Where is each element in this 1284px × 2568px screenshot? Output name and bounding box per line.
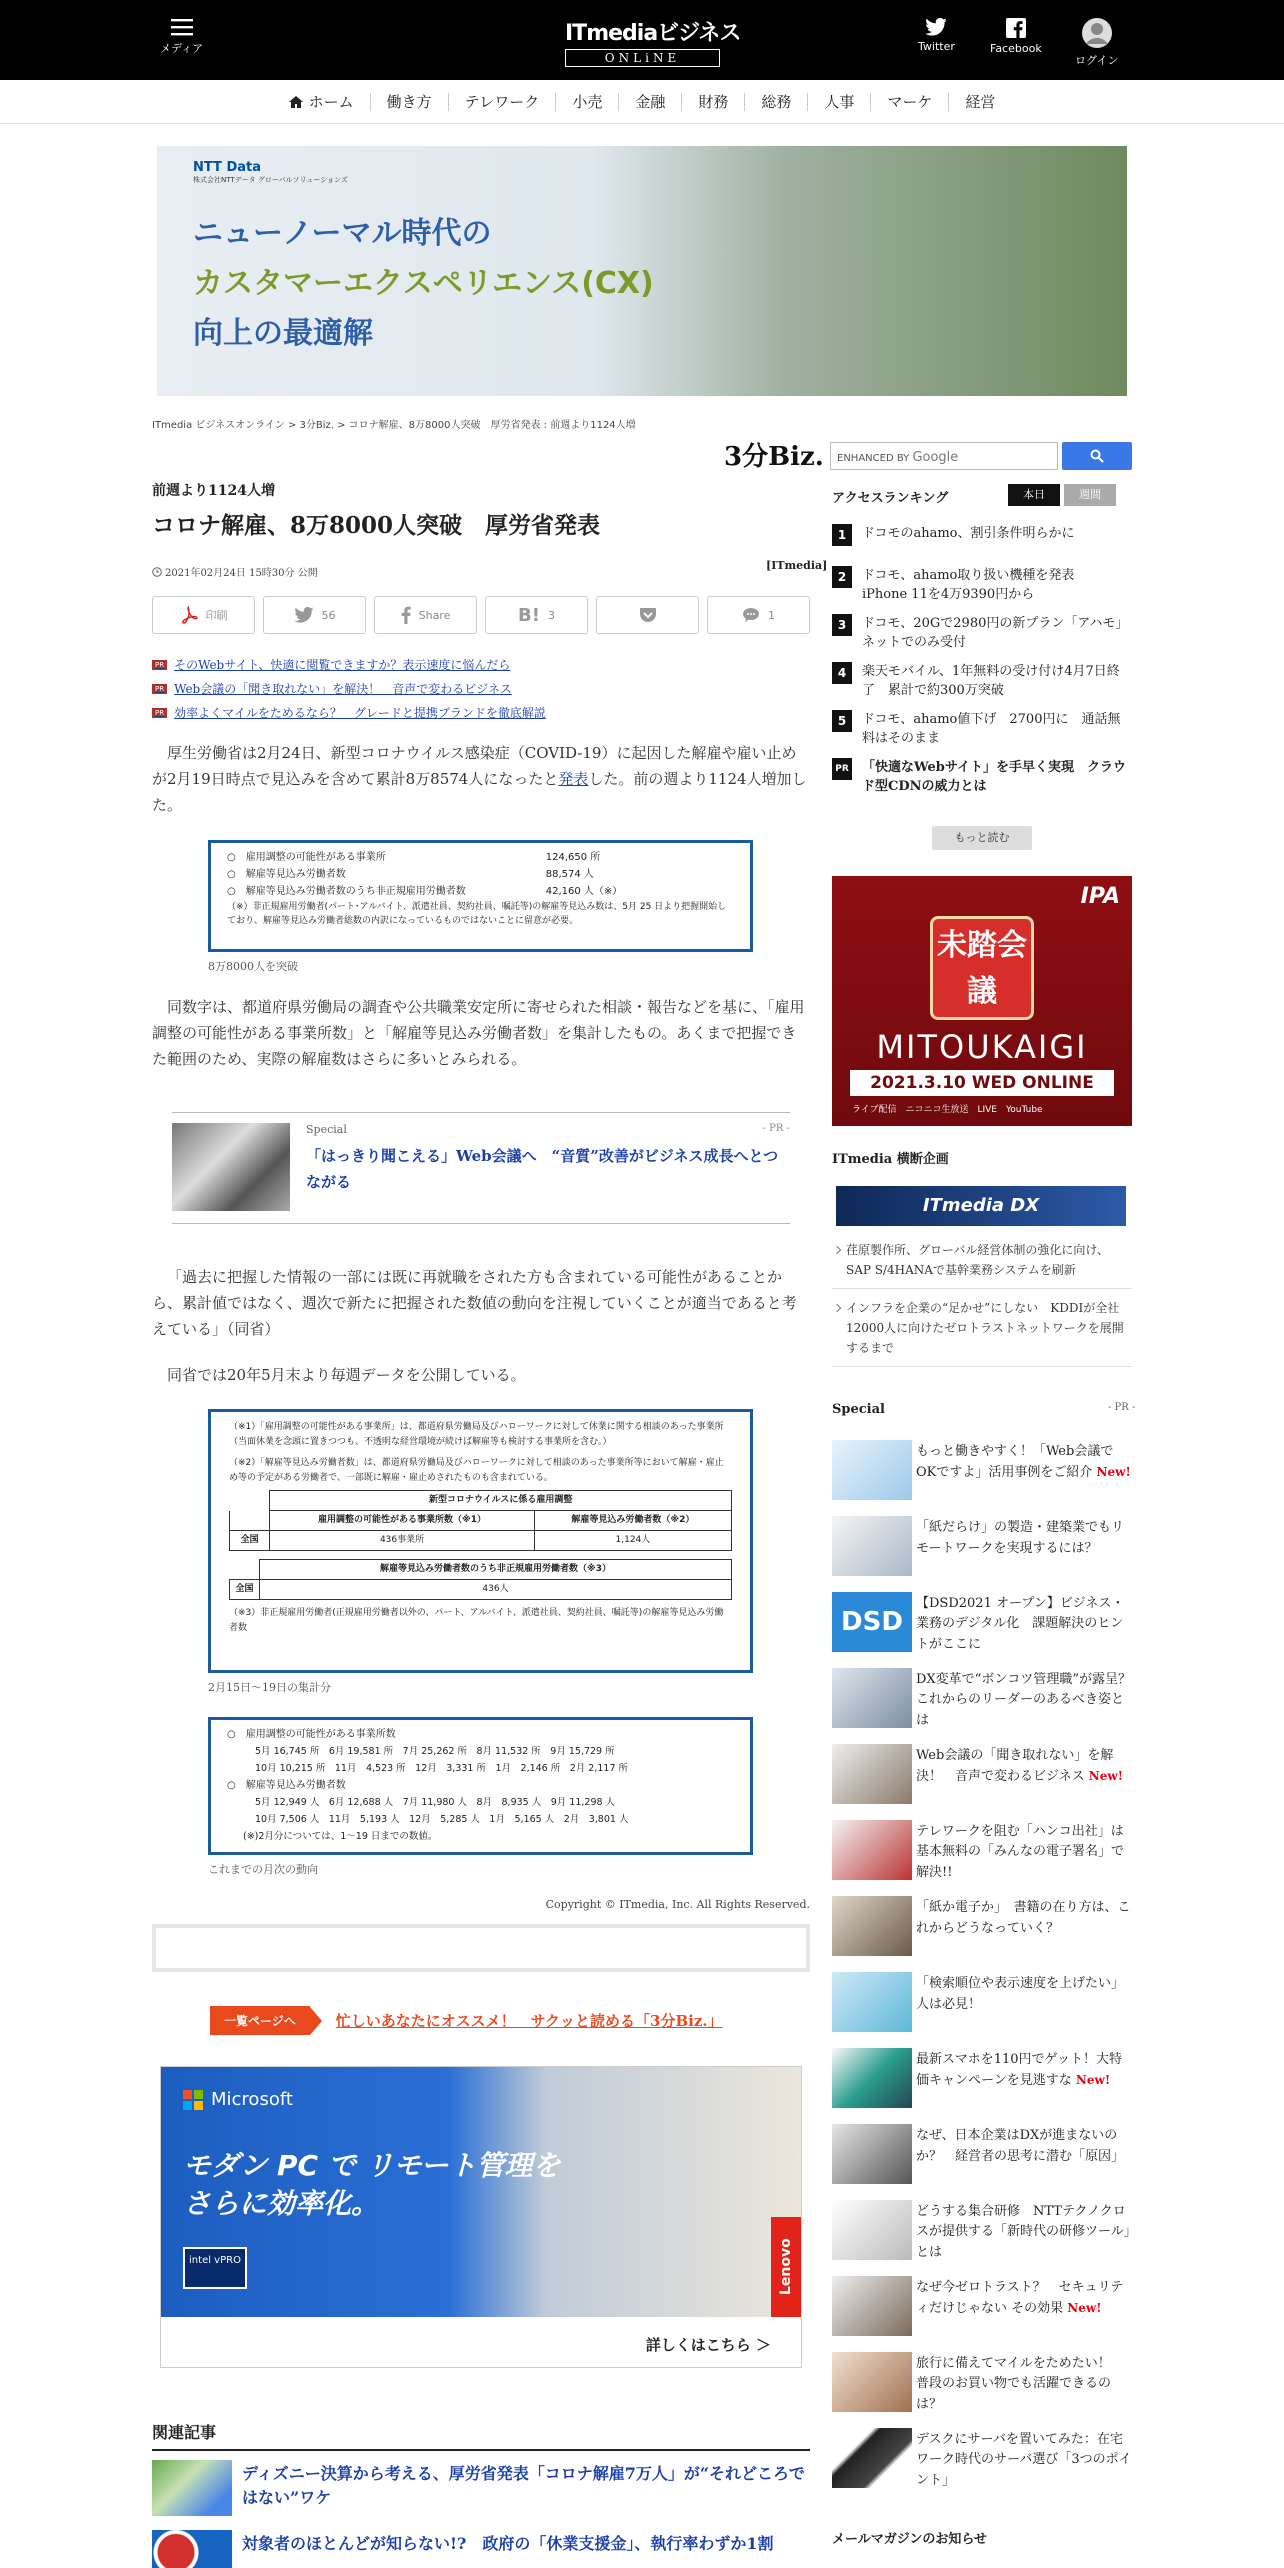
rank-number: 4 — [832, 662, 852, 684]
special-thumbnail — [832, 1972, 912, 2032]
ad-headline: モダン PC で リモート管理を さらに効率化。 — [183, 2149, 561, 2220]
table-cell: 436人 — [260, 1580, 732, 1600]
special-thumbnail — [832, 1744, 912, 1804]
figure-row: 10月 10,215 所 11月 4,523 所 12月 3,331 所 1月 2,146 所 2月 2,117 所 — [255, 1763, 629, 1774]
pr-link[interactable]: PR 効率よくマイルをためるなら？ グレードと提携ブランドを徹底解説 — [152, 704, 546, 721]
ranking-item[interactable] — [832, 614, 1135, 652]
logo-text: ITmediaビジネス — [565, 21, 741, 46]
figure-totals[interactable] — [208, 840, 753, 952]
pr-links — [152, 656, 546, 728]
arrow-icon — [310, 2007, 322, 2035]
comment-icon — [742, 607, 760, 623]
ad-headline-1: ニューノーマル時代の — [193, 216, 492, 251]
ipa-logo: IPA — [1080, 884, 1120, 909]
intel-vpro-badge: intel vPRO — [183, 2247, 247, 2289]
special-thumbnail — [832, 2200, 912, 2260]
related-thumbnail — [152, 2460, 232, 2516]
special-thumbnail — [832, 2428, 912, 2488]
special-thumbnail — [832, 1668, 912, 1728]
rank-title: ドコモ、ahamo取り扱い機種を発表 iPhone 11を4万9390円から — [862, 568, 1088, 602]
nav-item-home[interactable]: ホーム — [273, 93, 371, 111]
home-icon — [289, 96, 303, 108]
hamburger-icon — [171, 18, 193, 36]
special-item[interactable] — [832, 2428, 1132, 2494]
lenovo-logo: Lenovo — [771, 2217, 801, 2317]
special-thumbnail — [832, 2276, 912, 2336]
ranking-tabs — [1008, 484, 1116, 506]
ad-headline-2: カスタマーエクスペリエンス(CX) — [193, 266, 654, 301]
site-logo[interactable] — [565, 16, 741, 65]
special-title: テレワークを阻む「ハンコ出社」は基本無料の「みんなの電子署名」で解決!! — [916, 1824, 1125, 1880]
search-button[interactable] — [1062, 442, 1132, 470]
table-row-label: 全国 — [230, 1531, 270, 1551]
special-heading: Special — [832, 1402, 885, 1417]
article-paragraph-4: 同省では20年5月末より毎週データを公開している。 — [167, 1366, 526, 1384]
special-thumbnail — [832, 1820, 912, 1880]
tab-today[interactable]: 本日 — [1008, 484, 1060, 506]
breadcrumb[interactable]: ITmedia ビジネスオンライン > 3分Biz. > コロナ解雇、8万8000人突破 厚労省発表 : 前週より1124人増 — [152, 420, 636, 431]
cross-heading: ITmedia 横断企画 — [832, 1152, 949, 1167]
special-title: 旅行に備えてマイルをためたい！ 普段のお買い物でも活躍できるのは？ — [916, 2356, 1124, 2412]
login-label: ログイン — [1075, 54, 1119, 67]
special-title: なぜ、日本企業はDXが進まないのか？ 経営者の思考に潜む「原因」 — [916, 2128, 1125, 2164]
rank-title: ドコモのahamo、割引条件明らかに — [862, 526, 1075, 541]
figure-row: 10月 7,506 人 11月 5,193 人 12月 5,285 人 1月 5,165 人 2月 3,801 人 — [255, 1814, 629, 1825]
site-search — [830, 442, 1132, 470]
special-title: もっと働きやすく！「Web会議でOKですよ」活用事例をご紹介 New! — [916, 1444, 1131, 1480]
special-item[interactable] — [832, 2048, 1132, 2114]
table-row-label: 全国 — [230, 1580, 260, 1600]
special-item[interactable] — [832, 1820, 1132, 1886]
related-thumbnail — [152, 2530, 232, 2568]
special-item[interactable] — [832, 1744, 1132, 1810]
user-icon — [1082, 18, 1112, 48]
mitoukaigi-ad[interactable] — [832, 876, 1132, 1126]
rank-number: 5 — [832, 710, 852, 732]
promo-pr: - PR - — [762, 1123, 790, 1134]
press-release-link[interactable]: 発表 — [558, 770, 589, 788]
nav-item-general-affairs[interactable]: 総務 — [745, 93, 808, 111]
menu-button[interactable] — [160, 18, 203, 56]
pocket-button[interactable] — [596, 596, 699, 634]
table-title: 新型コロナウイルスに係る雇用調整 — [270, 1491, 732, 1511]
pocket-icon — [639, 607, 657, 623]
table-title: 解雇等見込み労働者数のうち非正規雇用労働者数（※3） — [260, 1560, 732, 1580]
special-item[interactable] — [832, 2200, 1132, 2266]
login-button[interactable] — [1075, 18, 1118, 68]
related-title[interactable]: ディズニー決算から考える、厚労省発表「コロナ解雇7万人」が“それどころではない”ワケ — [242, 2464, 805, 2507]
pr-link[interactable]: PR Web会議の「聞き取れない」を解決！ 音声で変わるビジネス — [152, 680, 546, 697]
special-item[interactable] — [832, 1972, 1132, 2038]
special-promo[interactable] — [172, 1112, 790, 1224]
nav-item-finance[interactable]: 金融 — [619, 93, 682, 111]
section-logo[interactable]: 3分Biz. — [724, 442, 824, 472]
facebook-share-button[interactable]: Share — [374, 596, 477, 634]
copyright: Copyright © ITmedia, Inc. All Rights Reserved. — [545, 1898, 810, 1911]
article-source: [ITmedia] — [766, 559, 828, 572]
twitter-button[interactable] — [918, 18, 955, 53]
nav-item-retail[interactable]: 小売 — [556, 93, 619, 111]
cross-item[interactable]: 荏原製作所、グローバル経営体制の強化に向け、SAP S/4HANAで基幹業務システムを刷新 — [832, 1240, 1132, 1289]
special-item[interactable] — [832, 1668, 1132, 1734]
special-title: 「紙か電子か」 書籍の在り方は、これからどうなっていく？ — [916, 1900, 1131, 1936]
figure-heading: ○ 雇用調整の可能性がある事業所数 — [227, 1729, 396, 1740]
special-thumbnail — [832, 1516, 912, 1576]
special-item[interactable] — [832, 2276, 1132, 2342]
event-streams: ライブ配信 ニコニコ生放送 LIVE YouTube — [852, 1105, 1043, 1115]
clock-icon — [152, 567, 162, 577]
top-ad-banner[interactable] — [157, 146, 1127, 396]
windows-icon — [183, 2090, 203, 2110]
search-input[interactable]: ENHANCED BY Google — [830, 442, 1058, 470]
empty-ad-slot — [152, 1924, 810, 1972]
figure-note: (※)2月分については、1～19 日までの数値。 — [243, 1831, 438, 1842]
article-title: コロナ解雇、8万8000人突破 厚労省発表 — [152, 512, 601, 539]
special-thumbnail — [832, 2048, 912, 2108]
new-badge: New! — [1075, 2073, 1111, 2087]
twitter-label: Twitter — [918, 40, 955, 53]
list-page-text[interactable]: 忙しいあなたにオススメ！ サクッと読める「3分Biz.」 — [335, 2012, 723, 2030]
rank-title: ドコモ、20Gで2980円の新プラン「アハモ」 ネットでのみ受付 — [862, 616, 1135, 650]
search-icon — [1090, 449, 1104, 463]
ad-image — [161, 2067, 801, 2317]
twitter-icon — [925, 18, 947, 36]
ranking-heading: アクセスランキング — [832, 491, 949, 506]
rank-title: 「快適なWebサイト」を手早く実現 クラウド型CDNの威力とは — [862, 760, 1126, 794]
facebook-icon — [401, 606, 411, 624]
top-bar — [0, 0, 1284, 80]
hatena-bookmark-button[interactable]: B! 3 — [485, 596, 588, 634]
rank-number: 2 — [832, 566, 852, 588]
special-title: DX変革で“ボンコツ管理職”が露呈？ これからのリーダーのあるべき姿とは — [916, 1672, 1131, 1728]
special-title: Web会議の「聞き取れない」を解決！ 音声で変わるビジネス New! — [916, 1748, 1123, 1784]
event-date: 2021.3.10 WED ONLINE — [850, 1070, 1114, 1096]
event-name: MITOUKAIGI — [876, 1028, 1088, 1066]
article-kicker: 前週より1124人増 — [152, 483, 275, 499]
ranking-item[interactable] — [832, 566, 1132, 604]
related-heading: 関連記事 — [152, 2420, 810, 2451]
share-bar — [152, 596, 810, 634]
table-header: 雇用調整の可能性がある事業所数（※1） — [270, 1511, 534, 1531]
article-paragraph-2: 同数字は、都道府県労働局の調査や公共職業安定所に寄せられた相談・報告などを基に、「雇用調整の可能性がある事業所数」と「解雇等見込み労働者数」を集計したもの。あくまで把握できた範囲のため、実際の解雇数はさらに多いとみられる。 — [152, 998, 805, 1068]
figure-row: ○ 解雇等見込み労働者数 88,574 人 — [227, 869, 594, 880]
special-title: 「紙だらけ」の製造・建築業でもリモートワークを実現するには？ — [916, 1520, 1125, 1556]
ranking-item[interactable] — [832, 758, 1132, 796]
special-title: デスクにサーバを置いてみた：在宅ワーク時代のサーバ選び「3つのポイント」 — [916, 2432, 1132, 2488]
figure-note: （※1）「雇用調整の可能性がある事業所」は、都道府県労働局及びハローワークに対して休業に関する相談のあった事業所（当面休業を念頭に置きつつも、不透明な経営環境が続けば解雇等も検討する事業所を含む。） — [229, 1422, 724, 1447]
logo-sub: ONLiNE — [565, 49, 720, 67]
figure-caption: 8万8000人を突破 — [208, 960, 298, 973]
pr-badge: PR — [152, 684, 167, 694]
special-thumbnail — [832, 1896, 912, 1956]
special-item[interactable] — [832, 1592, 1132, 1658]
related-title[interactable]: 対象者のほとんどが知らない!? 政府の「休業支援金」、執行率わずか1割 — [242, 2534, 774, 2553]
ad-more-link[interactable]: 詳しくはこちら ＞ — [645, 2336, 771, 2354]
table-header: 解雇等見込み労働者数（※2） — [534, 1511, 731, 1531]
list-page-link[interactable] — [210, 2006, 723, 2035]
special-item[interactable] — [832, 2352, 1132, 2418]
dx-banner[interactable]: ITmedia DX — [836, 1186, 1126, 1226]
special-thumbnail — [832, 2124, 912, 2184]
nav-item-hr[interactable]: 人事 — [808, 93, 871, 111]
hatena-icon: B! — [518, 604, 540, 626]
article-paragraph-1: 厚生労働省は2月24日、新型コロナウイルス感染症（COVID-19）に起因した解雇や雇い止めが2月19日時点で見込みを含めて累計8万8574人になったと発表した。前の週より1124人増加した。 — [152, 744, 807, 814]
tab-weekly[interactable]: 週間 — [1064, 484, 1116, 506]
special-thumbnail: DSD — [832, 1592, 912, 1652]
figure-caption: これまでの月次の動向 — [208, 1863, 318, 1876]
nav-item-marketing[interactable]: マーケ — [871, 93, 949, 111]
figure-row: ○ 解雇等見込み労働者数のうち非正規雇用労働者数 42,160 人（※） — [227, 886, 623, 897]
special-title: 最新スマホを110円でゲット！大特価キャンペーンを見逃すな New! — [916, 2052, 1123, 2088]
facebook-icon — [1006, 18, 1026, 38]
rank-number: 3 — [832, 614, 852, 636]
special-pr: - PR - — [1108, 1402, 1136, 1413]
promo-title[interactable]: 「はっきり聞こえる」Web会議へ “音質”改善がビジネス成長へとつながる — [306, 1147, 779, 1191]
nav-item-work[interactable]: 働き方 — [371, 93, 449, 111]
tweet-button[interactable]: 56 — [263, 596, 366, 634]
nav-item-telework[interactable]: テレワーク — [449, 93, 557, 111]
new-badge: New! — [1088, 1769, 1123, 1783]
table-cell: 1,124人 — [534, 1531, 731, 1551]
nav-item-accounting[interactable]: 財務 — [682, 93, 745, 111]
table-cell: 436事業所 — [270, 1531, 534, 1551]
pr-badge: PR — [152, 708, 167, 718]
list-page-button[interactable]: 一覧ページへ — [210, 2006, 310, 2035]
rank-number: 1 — [832, 524, 852, 546]
figure-monthly[interactable] — [208, 1717, 753, 1855]
related-item[interactable] — [152, 2460, 810, 2516]
comment-button[interactable]: 1 — [707, 596, 810, 634]
twitter-icon — [294, 607, 314, 623]
cross-item[interactable]: インフラを企業の“足かせ”にしない KDDIが全社12000人に向けたゼロトラストネットワークを展開するまで — [832, 1298, 1132, 1367]
special-item[interactable] — [832, 2124, 1132, 2190]
figure-caption: 2月15日～19日の集計分 — [208, 1681, 331, 1694]
article-paragraph-3: 「過去に把握した情報の一部には既に再就職をされた方も含まれている可能性があることから、累計値ではなく、週次で新たに把握された数値の動向を注視していくことが適当であると考えている」（同省） — [152, 1268, 797, 1338]
pr-link[interactable]: PR そのWebサイト、快適に閲覧できますか？表示速度に悩んだら — [152, 656, 546, 673]
rank-title: ドコモ、ahamo値下げ 2700円に 通話無料はそのまま — [862, 712, 1121, 746]
print-button[interactable]: 印刷 — [152, 596, 255, 634]
figure-note: （※）非正規雇用労働者(パート･アルバイト、派遣社員、契約社員、嘱託等)の解雇等見込み数は、5月 25 日より把握開始しており、解雇等見込み労働者総数の内訳になっているものではないことに留意が必要。 — [227, 902, 727, 926]
figure-note: （※3）非正規雇用労働者(正規雇用労働者以外の、パート、アルバイト、派遣社員、契約社員、嘱託等)の解雇等見込み労働者数 — [229, 1608, 724, 1633]
facebook-button[interactable] — [990, 18, 1042, 55]
microsoft-ad[interactable] — [160, 2066, 802, 2368]
ranking-item[interactable] — [832, 524, 1132, 546]
ad-brand: NTT Data 株式会社NTTデータ グローバルソリューションズ — [193, 160, 348, 184]
facebook-label: Facebook — [990, 42, 1042, 55]
publish-date: 2021年02月24日 15時30分 公開 — [152, 564, 318, 579]
related-item[interactable] — [152, 2530, 810, 2568]
figure-table — [229, 1559, 732, 1600]
promo-thumbnail — [172, 1123, 290, 1211]
ranking-item[interactable] — [832, 662, 1132, 700]
special-title: 「検索順位や表示速度を上げたい」人は必見！ — [916, 1976, 1125, 2012]
new-badge: New! — [1096, 1465, 1131, 1479]
menu-label: メディア — [160, 42, 204, 55]
rank-title: 楽天モバイル、1年無料の受け付け4月7日終了 累計で約300万突破 — [862, 664, 1120, 698]
figure-row: ○ 雇用調整の可能性がある事業所 124,650 所 — [227, 852, 601, 863]
figure-row: 5月 12,949 人 6月 12,688 人 7月 11,980 人 8月 8,935 人 9月 11,298 人 — [255, 1797, 616, 1808]
figure-weekly[interactable] — [208, 1409, 753, 1673]
rank-pr-badge: PR — [832, 758, 852, 780]
pdf-icon — [180, 606, 198, 624]
mitou-seal: 未踏会議 — [930, 916, 1034, 1020]
special-title: なぜ今ゼロトラスト？ セキュリティだけじゃない その効果 New! — [916, 2280, 1124, 2316]
special-item[interactable] — [832, 1440, 1132, 1506]
promo-label: Special — [306, 1123, 347, 1136]
special-thumbnail — [832, 2352, 912, 2412]
figure-row: 5月 16,745 所 6月 19,581 所 7月 25,262 所 8月 11,532 所 9月 15,729 所 — [255, 1746, 615, 1757]
special-thumbnail — [832, 1440, 912, 1500]
nav-item-management[interactable]: 経営 — [965, 93, 996, 111]
figure-heading: ○ 解雇等見込み労働者数 — [227, 1780, 346, 1791]
newsletter-heading: メールマガジンのお知らせ — [832, 2532, 988, 2547]
special-title: どうする集合研修 NTTテクノクロスが提供する「新時代の研修ツール」とは — [916, 2204, 1131, 2260]
pr-badge: PR — [152, 660, 167, 670]
special-title: 【DSD2021 オープン】ビジネス・業務のデジタル化 課題解決のヒントがここに — [916, 1596, 1125, 1652]
category-nav — [0, 80, 1284, 124]
figure-table — [229, 1490, 732, 1551]
special-item[interactable] — [832, 1516, 1132, 1582]
special-item[interactable] — [832, 1896, 1132, 1962]
figure-note: （※2）「解雇等見込み労働者数」は、都道府県労働局及びハローワークに対して相談のあった事業所等において解雇・雇止め等の予定がある労働者で、一部既に解雇・雇止めされたものも含まれている。 — [229, 1458, 724, 1483]
ad-headline-3: 向上の最適解 — [193, 316, 373, 351]
ranking-item[interactable] — [832, 710, 1132, 748]
microsoft-logo: Microsoft — [183, 2089, 293, 2110]
ranking-more-button[interactable]: もっと読む — [932, 826, 1032, 850]
new-badge: New! — [1067, 2301, 1102, 2315]
